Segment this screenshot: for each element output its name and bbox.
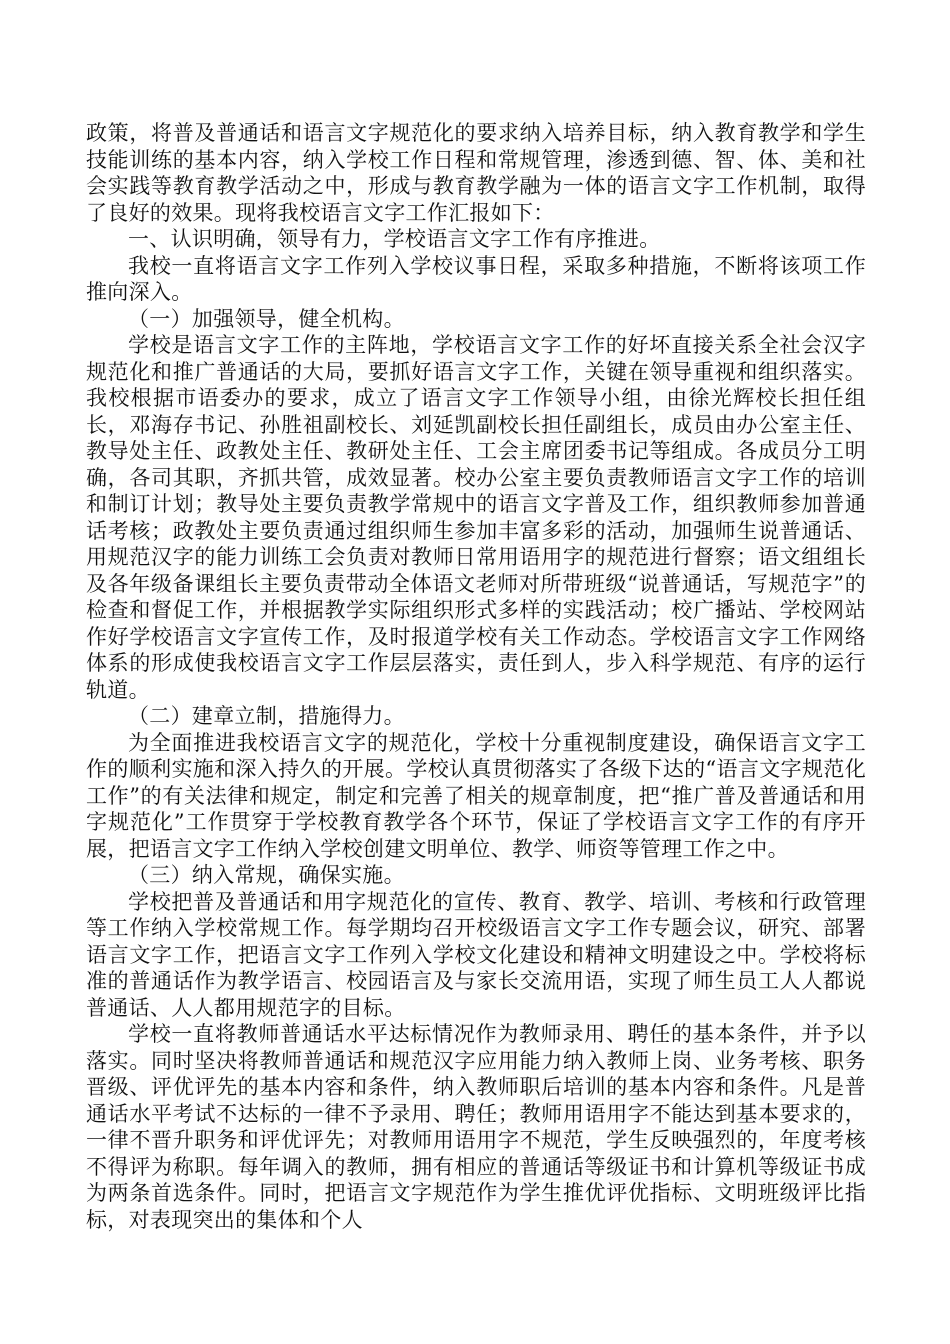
subsection-heading: （二）建章立制，措施得力。 (128, 704, 405, 728)
body-paragraph: 我校一直将语言文字工作列入学校议事日程，采取多种措施，不断将该项工作推向深入。 (86, 253, 866, 304)
document-page (86, 120, 866, 1233)
subsection-heading: （一）加强领导，健全机构。 (128, 306, 405, 331)
section-heading: 一、认识明确，领导有力，学校语言文字工作有序推进。 (128, 227, 661, 251)
body-paragraph: 学校一直将教师普通话水平达标情况作为教师录用、聘任的基本条件，并予以落实。同时坚决将教师普通话和规范汉字应用能力纳入教师上岗、业务考核、职务晋级、评优评先的基本内容和条件，纳入教师职后培训的基本内容和条件。凡是普通话水平考试不达标的一律不予录用、聘任；教师用语用字不能达到基本要求的，一律不晋升职务和评优评先；对教师用语用字不规范，学生反映强烈的，年度考核不得评为称职。每年调入的教师，拥有相应的普通话等级证书和计算机等级证书成为两条首选条件。同时，把语言文字规范作为学生推优评优指标、文明班级评比指标，对表现突出的集体和个人 (86, 1022, 866, 1232)
body-paragraph: 政策，将普及普通话和语言文字规范化的要求纳入培养目标，纳入教育教学和学生技能训练的基本内容，纳入学校工作日程和常规管理，渗透到德、智、体、美和社会实践等教育教学活动之中，形成与教育教学融为一体的语言文字工作机制，取得了良好的效果。现将我校语言文字工作汇报如下： (86, 121, 866, 225)
body-paragraph: 学校把普及普通话和用字规范化的宣传、教育、教学、培训、考核和行政管理等工作纳入学校常规工作。每学期均召开校级语言文字工作专题会议，研究、部署语言文字工作，把语言文字工作列入学校文化建设和精神文明建设之中。学校将标准的普通话作为教学语言、校园语言及与家长交流用语，实现了师生员工人人都说普通话、人人都用规范字的目标。 (86, 889, 866, 1020)
subsection-heading: （三）纳入常规，确保实施。 (128, 863, 405, 887)
body-paragraph: 为全面推进我校语言文字的规范化，学校十分重视制度建设，确保语言文字工作的顺利实施和深入持久的开展。学校认真贯彻落实了各级下达的“语言文字规范化工作”的有关法律和规定，制定和完善了相关的规章制度，把“推广普及普通话和用字规范化”工作贯穿于学校教育教学各个环节，保证了学校语言文字工作的有序开展，把语言文字工作纳入学校创建文明单位、教学、师资等管理工作之中。 (86, 730, 866, 861)
body-paragraph: 学校是语言文字工作的主阵地，学校语言文字工作的好坏直接关系全社会汉字规范化和推广普通话的大局，要抓好语言文字工作，关键在领导重视和组织落实。我校根据市语委办的要求，成立了语言文字工作领导小组，由徐光辉校长担任组长，邓海存书记、孙胜祖副校长、刘延凯副校长担任副组长，成员由办公室主任、教导处主任、政教处主任、教研处主任、工会主席团委书记等组成。各成员分工明确，各司其职，齐抓共管，成效显著。校办公室主要负责教师语言文字工作的培训和制订计划；教导处主要负责教学常规中的语言文字普及工作，组织教师参加普通话考核；政教处主要负责通过组织师生参加丰富多彩的活动，加强师生说普通话、用规范汉字的能力训练工会负责对教师日常用语用字的规范进行督察；语文组组长及各年级备课组长主要负责带动全体语文老师对所带班级“说普通话，写规范字”的检查和督促工作，并根据教学实际组织形式多样的实践活动；校广播站、学校网站作好学校语言文字宣传工作，及时报道学校有关工作动态。学校语言文字工作网络体系的形成使我校语言文字工作层层落实，责任到人，步入科学规范、有序的运行轨道。 (86, 333, 866, 702)
